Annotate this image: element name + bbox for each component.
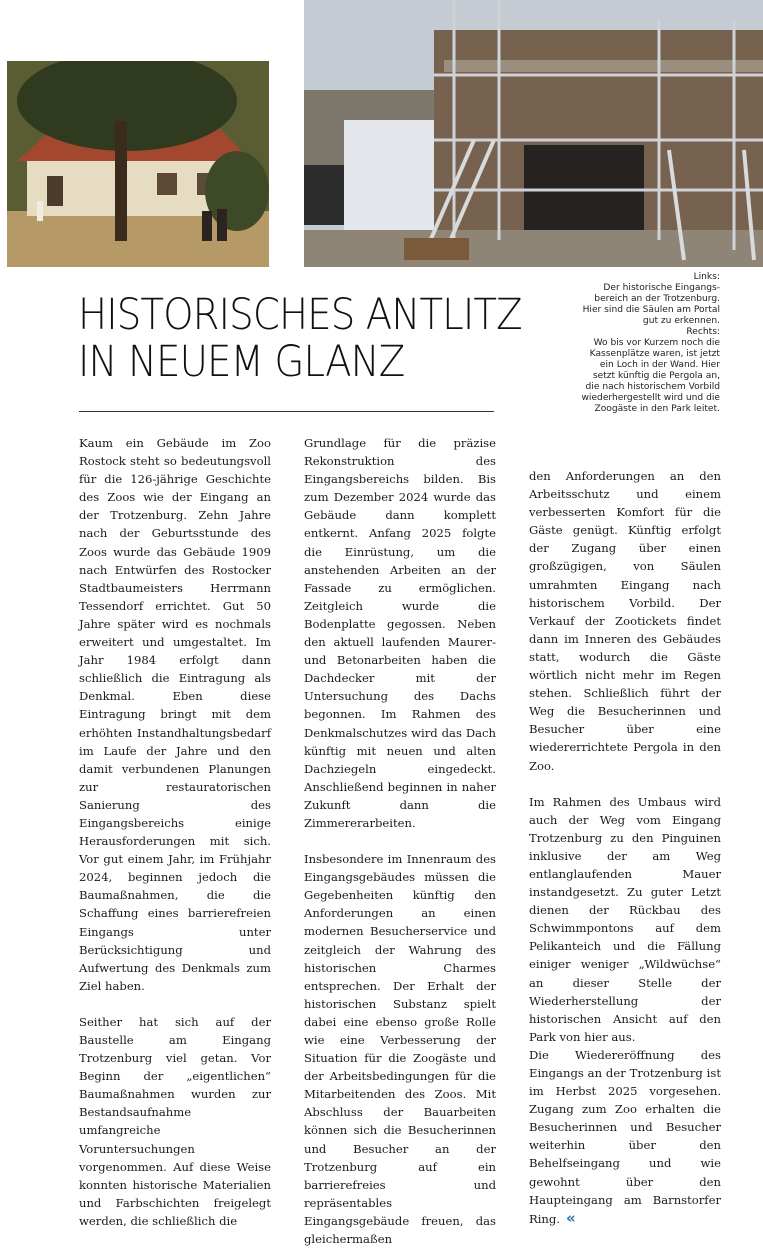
caption-line: setzt künftig die Pergola an, [592, 371, 720, 381]
construction-site-photo [304, 0, 763, 267]
historic-entrance-photo [7, 61, 269, 267]
paragraph: den Anforderungen an den Arbeitsschutz und einem verbesserten Komfort für die Gäste genügt. Künftig erfolgt der Zugang über einen großzügigen, von Säulen umrahmten Eingang nach historischem Vorbild. Der Verkauf der Zootickets findet dann im Inneren des Gebäudes statt, wodurch die Gäste wörtlich nicht mehr im Regen stehen. Schließlich führt der Weg die Besucherinnen und Besucher über eine wiedererrichtete Pergola in den Zoo. [529, 469, 721, 773]
headline-divider [79, 411, 494, 412]
caption-line: Hier sind die Säulen am Portal [582, 305, 720, 315]
headline-line: HISTORISCHES ANTLITZ [78, 290, 522, 340]
paragraph: Insbesondere im Innenraum des Eingangsgebäudes müssen die Gegebenheiten künftig den Anforderungen an einen modernen Besucherservice und zeitgleich der Wahrung des historischen Charmes entsprechen. Der Erhalt der historischen Substanz spielt dabei eine ebenso große Rolle wie eine Verbesserung der Situation für die Zoogäste und der Arbeitsbedingungen für die Mitarbeitenden des Zoos. Mit Abschluss der Bauarbeiten können sich die Besucherinnen und Besucher an der Trotzenburg auf ein barrierefreies und repräsentables Eingangsgebäude freuen, das gleichermaßen [304, 852, 496, 1247]
caption-line: Wo bis vor Kurzem noch die [593, 338, 720, 348]
caption-line: bereich an der Trotzenburg. [594, 294, 720, 304]
article-headline [78, 290, 522, 387]
paragraph: Grundlage für die präzise Rekonstruktion des Eingangsbereichs bilden. Bis zum Dezember 2024 wurde das Gebäude dann komplett entkernt. Anfang 2025 folgte die Einrüstung, um die anstehenden Arbeiten an der Fassade zu ermöglichen. Zeitgleich wurde die Bodenplatte gegossen. Neben den aktuell laufenden Maurer- und Betonarbeiten haben die Dachdecker mit der Untersuchung des Dachs begonnen. Im Rahmen des Denkmalschutzes wird das Dach künftig mit neuen und alten Dachziegeln eingedeckt. Anschließend beginnen in naher Zukunft dann die Zimmererarbeiten. [304, 436, 496, 830]
article-column-2 [304, 434, 496, 1248]
caption-line: Rechts: [686, 327, 720, 337]
paragraph: Kaum ein Gebäude im Zoo Rostock steht so bedeutungsvoll für die 126-jährige Geschichte des Zoos wie der Eingang an der Trotzenburg. Zehn Jahre nach der Geburtsstunde des Zoos wurde das Gebäude 1909 nach Entwürfen des Rostocker Stadtbaumeisters Herrmann Tessendorf errichtet. Gut 50 Jahre später wird es nochmals erweitert und umgestaltet. Im Jahr 1984 erfolgt dann schließlich die Eintragung als Denkmal. Eben diese Eintragung bringt mit dem erhöhten Instandhaltungsbedarf im Laufe der Jahre und den damit verbundenen Planungen zur restauratorischen Sanierung des Eingangsbereichs einige Herausforderungen mit sich. Vor gut einem Jahr, im Frühjahr 2024, beginnen jedoch die Baumaßnahmen, die die Schaffung eines barrierefreien Eingangs unter Berücksichtigung und Aufwertung des Denkmals zum Ziel haben. [79, 436, 271, 993]
article-column-1 [79, 434, 271, 1230]
caption-line: gut zu erkennen. [642, 316, 720, 326]
paragraph-text: Die Wiedereröffnung des Eingangs an der Trotzenburg ist im Herbst 2025 vorgesehen. Zugang zum Zoo erhalten die Besucherinnen und Besucher weiterhin über den Behelfseingang und wie gewohnt über den Haupteingang am Barnstorfer Ring. [529, 1047, 721, 1226]
article-column-3 [529, 467, 721, 1228]
caption-line: Kassenplätze waren, ist jetzt [589, 349, 720, 359]
paragraph [529, 1046, 721, 1228]
caption-line: Links: [693, 272, 720, 282]
paragraph: Seither hat sich auf der Baustelle am Eingang Trotzenburg viel getan. Vor Beginn der „eigentlichen“ Baumaßnahmen wurden zur Bestandsaufnahme umfangreiche Voruntersuchungen vorgenommen. Auf diese Weise konnten historische Materialien und Farbschichten freigelegt werden, die schließlich die [79, 1014, 271, 1228]
caption-line: die nach historischem Vorbild [585, 382, 720, 392]
photo-caption [550, 272, 720, 415]
caption-line: ein Loch in der Wand. Hier [599, 360, 720, 370]
caption-line: Der historische Eingangs- [603, 283, 720, 293]
headline-line: IN NEUEM GLANZ [78, 337, 405, 387]
caption-line: wiederhergestellt wird und die [581, 393, 720, 403]
caption-line: Zoogäste in den Park leitet. [594, 404, 720, 414]
end-mark-icon: « [566, 1208, 576, 1227]
paragraph: Im Rahmen des Umbaus wird auch der Weg vom Eingang Trotzenburg zu den Pinguinen inklusive der am Weg entlanglaufenden Mauer instandgesetzt. Zu guter Letzt dienen der Rückbau des Schwimmpontons auf dem Pelikanteich und die Fällung einiger weniger „Wildwüchse“ an dieser Stelle der Wiederherstellung der historischen Ansicht auf den Park von hier aus. [529, 794, 721, 1044]
